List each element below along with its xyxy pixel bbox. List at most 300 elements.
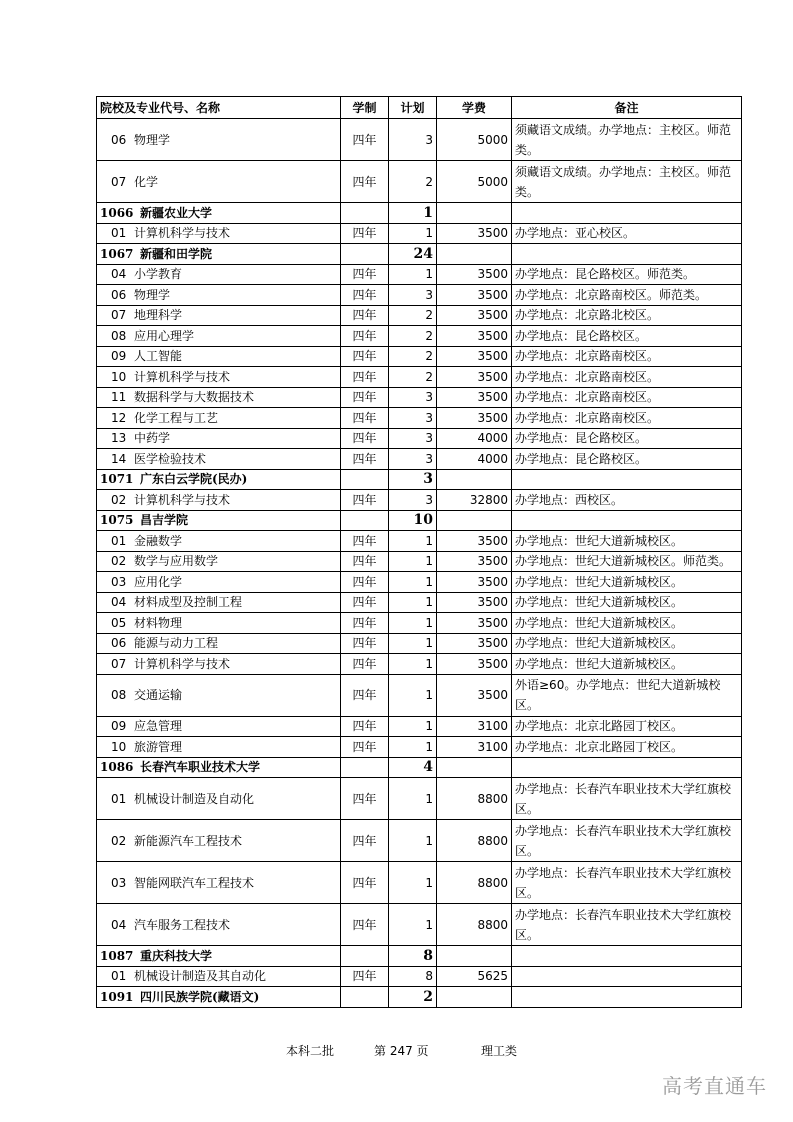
major-length: 四年 xyxy=(341,326,389,347)
school-name-cell xyxy=(97,469,341,490)
major-note: 办学地点：北京路南校区。 xyxy=(512,408,742,429)
footer-page-number: 第 247 页 xyxy=(374,1044,429,1058)
major-fee: 3500 xyxy=(437,223,512,244)
major-name: 能源与动力工程 xyxy=(134,636,219,651)
major-name-cell xyxy=(97,572,341,593)
school-length-cell xyxy=(341,510,389,531)
major-plan: 1 xyxy=(389,592,437,613)
major-note: 办学地点：昆仑路校区。师范类。 xyxy=(512,264,742,285)
school-name-cell xyxy=(97,203,341,224)
major-length: 四年 xyxy=(341,592,389,613)
major-plan: 1 xyxy=(389,264,437,285)
major-note: 办学地点：北京路北校区。 xyxy=(512,305,742,326)
major-name-cell xyxy=(97,716,341,737)
major-fee: 3500 xyxy=(437,264,512,285)
major-row xyxy=(97,613,742,634)
major-fee: 3100 xyxy=(437,716,512,737)
major-name: 应用化学 xyxy=(134,574,183,589)
major-row xyxy=(97,572,742,593)
major-name-cell xyxy=(97,904,341,946)
major-name-cell xyxy=(97,408,341,429)
school-note-cell xyxy=(512,469,742,490)
school-row xyxy=(97,757,742,778)
major-plan: 1 xyxy=(389,531,437,552)
major-length: 四年 xyxy=(341,820,389,862)
major-name: 物理学 xyxy=(134,287,171,302)
major-code: 08 xyxy=(111,328,127,343)
major-length: 四年 xyxy=(341,633,389,654)
major-code: 01 xyxy=(111,969,127,984)
major-name-cell xyxy=(97,119,341,161)
major-note: 须藏语文成绩。办学地点：主校区。师范类。 xyxy=(512,161,742,203)
major-length: 四年 xyxy=(341,305,389,326)
major-plan: 1 xyxy=(389,820,437,862)
major-row xyxy=(97,654,742,675)
major-code: 07 xyxy=(111,308,127,323)
major-row xyxy=(97,449,742,470)
major-row xyxy=(97,674,742,716)
major-plan: 3 xyxy=(389,285,437,306)
major-plan: 1 xyxy=(389,654,437,675)
major-length: 四年 xyxy=(341,778,389,820)
school-fee-cell xyxy=(437,510,512,531)
major-name: 交通运输 xyxy=(134,688,183,702)
major-plan: 1 xyxy=(389,551,437,572)
school-name: 四川民族学院(藏语文) xyxy=(140,989,260,1004)
major-row xyxy=(97,820,742,862)
major-plan: 1 xyxy=(389,904,437,946)
school-name: 重庆科技大学 xyxy=(140,948,213,963)
major-plan: 1 xyxy=(389,862,437,904)
major-length: 四年 xyxy=(341,654,389,675)
major-row xyxy=(97,346,742,367)
major-length: 四年 xyxy=(341,119,389,161)
major-length: 四年 xyxy=(341,613,389,634)
major-name: 材料物理 xyxy=(134,615,183,630)
major-fee: 8800 xyxy=(437,862,512,904)
major-row xyxy=(97,285,742,306)
major-code: 04 xyxy=(111,267,127,282)
major-fee: 3500 xyxy=(437,305,512,326)
school-fee-cell xyxy=(437,757,512,778)
school-row xyxy=(97,203,742,224)
school-name: 昌吉学院 xyxy=(140,513,189,528)
major-name: 医学检验技术 xyxy=(134,451,207,466)
table-header-row xyxy=(97,97,742,119)
major-note: 办学地点：长春汽车职业技术大学红旗校区。 xyxy=(512,820,742,862)
major-plan: 1 xyxy=(389,674,437,716)
major-name: 计算机科学与技术 xyxy=(134,226,231,241)
school-plan: 1 xyxy=(389,203,437,224)
header-plan: 计划 xyxy=(389,97,437,119)
major-plan: 1 xyxy=(389,613,437,634)
major-note: 办学地点：北京北路园丁校区。 xyxy=(512,737,742,758)
major-plan: 2 xyxy=(389,367,437,388)
major-row xyxy=(97,264,742,285)
major-code: 04 xyxy=(111,595,127,610)
major-code: 06 xyxy=(111,132,127,147)
major-row xyxy=(97,531,742,552)
school-row xyxy=(97,244,742,265)
major-fee: 8800 xyxy=(437,820,512,862)
major-row xyxy=(97,862,742,904)
major-plan: 2 xyxy=(389,305,437,326)
major-length: 四年 xyxy=(341,737,389,758)
major-note: 外语≥60。办学地点：世纪大道新城校区。 xyxy=(512,674,742,716)
major-code: 01 xyxy=(111,533,127,548)
major-fee: 8800 xyxy=(437,904,512,946)
major-row xyxy=(97,326,742,347)
major-code: 10 xyxy=(111,369,127,384)
major-fee: 3500 xyxy=(437,346,512,367)
school-name: 新疆农业大学 xyxy=(140,205,213,220)
major-fee: 8800 xyxy=(437,778,512,820)
major-plan: 3 xyxy=(389,449,437,470)
major-row xyxy=(97,633,742,654)
major-name-cell xyxy=(97,674,341,716)
school-length-cell xyxy=(341,244,389,265)
major-name: 数据科学与大数据技术 xyxy=(134,390,255,405)
major-note: 办学地点：世纪大道新城校区。 xyxy=(512,531,742,552)
major-row xyxy=(97,737,742,758)
major-note: 办学地点：世纪大道新城校区。 xyxy=(512,633,742,654)
school-note-cell xyxy=(512,987,742,1008)
major-plan: 3 xyxy=(389,408,437,429)
school-code: 1087 xyxy=(100,948,134,963)
school-note-cell xyxy=(512,244,742,265)
major-plan: 3 xyxy=(389,387,437,408)
major-fee: 3500 xyxy=(437,654,512,675)
major-name: 计算机科学与技术 xyxy=(134,369,231,384)
major-name-cell xyxy=(97,633,341,654)
school-plan: 8 xyxy=(389,946,437,967)
major-code: 06 xyxy=(111,287,127,302)
major-fee: 5625 xyxy=(437,966,512,987)
major-fee: 4000 xyxy=(437,449,512,470)
major-code: 06 xyxy=(111,636,127,651)
major-code: 11 xyxy=(111,390,127,405)
school-plan: 24 xyxy=(389,244,437,265)
school-code: 1066 xyxy=(100,205,134,220)
school-plan: 10 xyxy=(389,510,437,531)
major-length: 四年 xyxy=(341,285,389,306)
major-name-cell xyxy=(97,737,341,758)
major-row xyxy=(97,592,742,613)
school-code: 1075 xyxy=(100,513,134,528)
major-plan: 3 xyxy=(389,428,437,449)
major-row xyxy=(97,408,742,429)
major-name-cell xyxy=(97,654,341,675)
major-name: 计算机科学与技术 xyxy=(134,492,231,507)
major-row xyxy=(97,904,742,946)
major-name-cell xyxy=(97,387,341,408)
major-code: 02 xyxy=(111,833,127,848)
major-fee: 3500 xyxy=(437,387,512,408)
school-code: 1091 xyxy=(100,989,134,1004)
major-plan: 3 xyxy=(389,119,437,161)
major-fee: 3500 xyxy=(437,674,512,716)
major-note: 办学地点：昆仑路校区。 xyxy=(512,326,742,347)
major-note: 办学地点：世纪大道新城校区。 xyxy=(512,592,742,613)
school-note-cell xyxy=(512,510,742,531)
major-plan: 2 xyxy=(389,346,437,367)
major-fee: 4000 xyxy=(437,428,512,449)
header-note: 备注 xyxy=(512,97,742,119)
major-name-cell xyxy=(97,592,341,613)
major-fee: 3500 xyxy=(437,572,512,593)
major-name-cell xyxy=(97,305,341,326)
major-length: 四年 xyxy=(341,904,389,946)
school-plan: 2 xyxy=(389,987,437,1008)
major-name-cell xyxy=(97,161,341,203)
major-code: 13 xyxy=(111,431,127,446)
school-name: 长春汽车职业技术大学 xyxy=(140,760,261,775)
major-row xyxy=(97,778,742,820)
major-name: 汽车服务工程技术 xyxy=(134,917,231,932)
major-code: 08 xyxy=(111,688,127,702)
major-name-cell xyxy=(97,346,341,367)
major-name: 应用心理学 xyxy=(134,328,195,343)
major-note: 办学地点：北京北路园丁校区。 xyxy=(512,716,742,737)
major-row xyxy=(97,716,742,737)
major-name: 智能网联汽车工程技术 xyxy=(134,875,255,890)
school-fee-cell xyxy=(437,244,512,265)
major-name: 化学工程与工艺 xyxy=(134,410,219,425)
major-length: 四年 xyxy=(341,490,389,511)
major-fee: 5000 xyxy=(437,161,512,203)
school-code: 1086 xyxy=(100,760,134,775)
major-note: 办学地点：长春汽车职业技术大学红旗校区。 xyxy=(512,904,742,946)
watermark: 高考直通车 xyxy=(662,1074,767,1098)
major-length: 四年 xyxy=(341,862,389,904)
major-length: 四年 xyxy=(341,674,389,716)
major-code: 05 xyxy=(111,615,127,630)
major-name: 金融数学 xyxy=(134,533,183,548)
school-name-cell xyxy=(97,946,341,967)
major-name: 数学与应用数学 xyxy=(134,554,219,569)
major-length: 四年 xyxy=(341,449,389,470)
major-length: 四年 xyxy=(341,387,389,408)
school-fee-cell xyxy=(437,946,512,967)
major-length: 四年 xyxy=(341,264,389,285)
school-name: 新疆和田学院 xyxy=(140,246,213,261)
major-code: 14 xyxy=(111,451,127,466)
major-plan: 1 xyxy=(389,223,437,244)
major-length: 四年 xyxy=(341,572,389,593)
major-note: 办学地点：长春汽车职业技术大学红旗校区。 xyxy=(512,778,742,820)
major-name-cell xyxy=(97,778,341,820)
major-name-cell xyxy=(97,862,341,904)
school-row xyxy=(97,987,742,1008)
school-code: 1067 xyxy=(100,246,134,261)
major-name-cell xyxy=(97,285,341,306)
major-note: 办学地点：长春汽车职业技术大学红旗校区。 xyxy=(512,862,742,904)
major-code: 09 xyxy=(111,349,127,364)
school-fee-cell xyxy=(437,203,512,224)
major-code: 01 xyxy=(111,791,127,806)
school-note-cell xyxy=(512,203,742,224)
major-name-cell xyxy=(97,449,341,470)
major-note: 须藏语文成绩。办学地点：主校区。师范类。 xyxy=(512,119,742,161)
major-code: 03 xyxy=(111,875,127,890)
major-row xyxy=(97,428,742,449)
header-fee: 学费 xyxy=(437,97,512,119)
major-note: 办学地点：西校区。 xyxy=(512,490,742,511)
major-name-cell xyxy=(97,367,341,388)
school-plan: 3 xyxy=(389,469,437,490)
school-name-cell xyxy=(97,244,341,265)
major-name: 物理学 xyxy=(134,132,171,147)
major-name-cell xyxy=(97,613,341,634)
major-name: 材料成型及控制工程 xyxy=(134,595,243,610)
major-name-cell xyxy=(97,326,341,347)
school-note-cell xyxy=(512,757,742,778)
major-fee: 3500 xyxy=(437,367,512,388)
major-code: 04 xyxy=(111,917,127,932)
major-plan: 2 xyxy=(389,326,437,347)
major-name-cell xyxy=(97,490,341,511)
major-plan: 1 xyxy=(389,778,437,820)
major-length: 四年 xyxy=(341,531,389,552)
table-body xyxy=(97,119,742,1008)
major-plan: 2 xyxy=(389,161,437,203)
admission-plan-table xyxy=(96,96,742,1008)
school-row xyxy=(97,510,742,531)
school-name-cell xyxy=(97,757,341,778)
major-note: 办学地点：北京路南校区。师范类。 xyxy=(512,285,742,306)
major-row xyxy=(97,161,742,203)
header-name: 院校及专业代号、名称 xyxy=(97,97,341,119)
major-row xyxy=(97,119,742,161)
header-length: 学制 xyxy=(341,97,389,119)
school-length-cell xyxy=(341,946,389,967)
major-note: 办学地点：昆仑路校区。 xyxy=(512,449,742,470)
major-fee: 3500 xyxy=(437,592,512,613)
major-note: 办学地点：世纪大道新城校区。师范类。 xyxy=(512,551,742,572)
major-length: 四年 xyxy=(341,346,389,367)
major-name: 化学 xyxy=(134,174,159,189)
major-plan: 1 xyxy=(389,716,437,737)
footer-batch: 本科二批 xyxy=(286,1044,335,1058)
major-name: 新能源汽车工程技术 xyxy=(134,833,243,848)
major-note: 办学地点：昆仑路校区。 xyxy=(512,428,742,449)
major-code: 09 xyxy=(111,719,127,734)
major-name: 人工智能 xyxy=(134,349,183,364)
major-note xyxy=(512,966,742,987)
school-fee-cell xyxy=(437,469,512,490)
major-name: 小学教育 xyxy=(134,267,183,282)
major-plan: 3 xyxy=(389,490,437,511)
major-name: 旅游管理 xyxy=(134,739,183,754)
major-length: 四年 xyxy=(341,223,389,244)
major-row xyxy=(97,367,742,388)
school-fee-cell xyxy=(437,987,512,1008)
major-code: 10 xyxy=(111,739,127,754)
major-name-cell xyxy=(97,223,341,244)
major-row xyxy=(97,490,742,511)
major-plan: 1 xyxy=(389,633,437,654)
school-row xyxy=(97,469,742,490)
major-note: 办学地点：世纪大道新城校区。 xyxy=(512,613,742,634)
major-length: 四年 xyxy=(341,367,389,388)
major-fee: 3100 xyxy=(437,737,512,758)
major-length: 四年 xyxy=(341,428,389,449)
school-length-cell xyxy=(341,203,389,224)
major-note: 办学地点：亚心校区。 xyxy=(512,223,742,244)
major-fee: 5000 xyxy=(437,119,512,161)
major-name-cell xyxy=(97,966,341,987)
school-name: 广东白云学院(民办) xyxy=(140,472,248,487)
major-code: 02 xyxy=(111,492,127,507)
major-code: 07 xyxy=(111,174,127,189)
major-name-cell xyxy=(97,264,341,285)
major-name: 计算机科学与技术 xyxy=(134,656,231,671)
major-name: 应急管理 xyxy=(134,719,183,734)
major-code: 01 xyxy=(111,226,127,241)
major-fee: 3500 xyxy=(437,531,512,552)
major-name-cell xyxy=(97,551,341,572)
major-fee: 3500 xyxy=(437,551,512,572)
school-name-cell xyxy=(97,987,341,1008)
major-row xyxy=(97,551,742,572)
major-name: 地理科学 xyxy=(134,308,183,323)
major-fee: 32800 xyxy=(437,490,512,511)
major-plan: 1 xyxy=(389,737,437,758)
school-code: 1071 xyxy=(100,472,134,487)
major-fee: 3500 xyxy=(437,285,512,306)
major-row xyxy=(97,305,742,326)
major-name-cell xyxy=(97,428,341,449)
major-length: 四年 xyxy=(341,966,389,987)
major-fee: 3500 xyxy=(437,613,512,634)
major-name: 机械设计制造及自动化 xyxy=(134,791,255,806)
major-fee: 3500 xyxy=(437,326,512,347)
major-note: 办学地点：北京路南校区。 xyxy=(512,367,742,388)
major-length: 四年 xyxy=(341,408,389,429)
major-name-cell xyxy=(97,820,341,862)
major-length: 四年 xyxy=(341,551,389,572)
school-row xyxy=(97,946,742,967)
major-plan: 8 xyxy=(389,966,437,987)
footer-category: 理工类 xyxy=(481,1044,518,1058)
school-length-cell xyxy=(341,987,389,1008)
school-plan: 4 xyxy=(389,757,437,778)
major-code: 12 xyxy=(111,410,127,425)
major-note: 办学地点：世纪大道新城校区。 xyxy=(512,654,742,675)
major-row xyxy=(97,966,742,987)
major-code: 07 xyxy=(111,656,127,671)
major-plan: 1 xyxy=(389,572,437,593)
major-code: 03 xyxy=(111,574,127,589)
school-name-cell xyxy=(97,510,341,531)
major-name: 中药学 xyxy=(134,431,171,446)
major-row xyxy=(97,387,742,408)
major-fee: 3500 xyxy=(437,408,512,429)
major-row xyxy=(97,223,742,244)
major-fee: 3500 xyxy=(437,633,512,654)
school-length-cell xyxy=(341,469,389,490)
major-name: 机械设计制造及其自动化 xyxy=(134,969,267,984)
major-length: 四年 xyxy=(341,716,389,737)
major-note: 办学地点：北京路南校区。 xyxy=(512,387,742,408)
school-note-cell xyxy=(512,946,742,967)
major-note: 办学地点：北京路南校区。 xyxy=(512,346,742,367)
school-length-cell xyxy=(341,757,389,778)
major-note: 办学地点：世纪大道新城校区。 xyxy=(512,572,742,593)
major-length: 四年 xyxy=(341,161,389,203)
major-code: 02 xyxy=(111,554,127,569)
major-name-cell xyxy=(97,531,341,552)
